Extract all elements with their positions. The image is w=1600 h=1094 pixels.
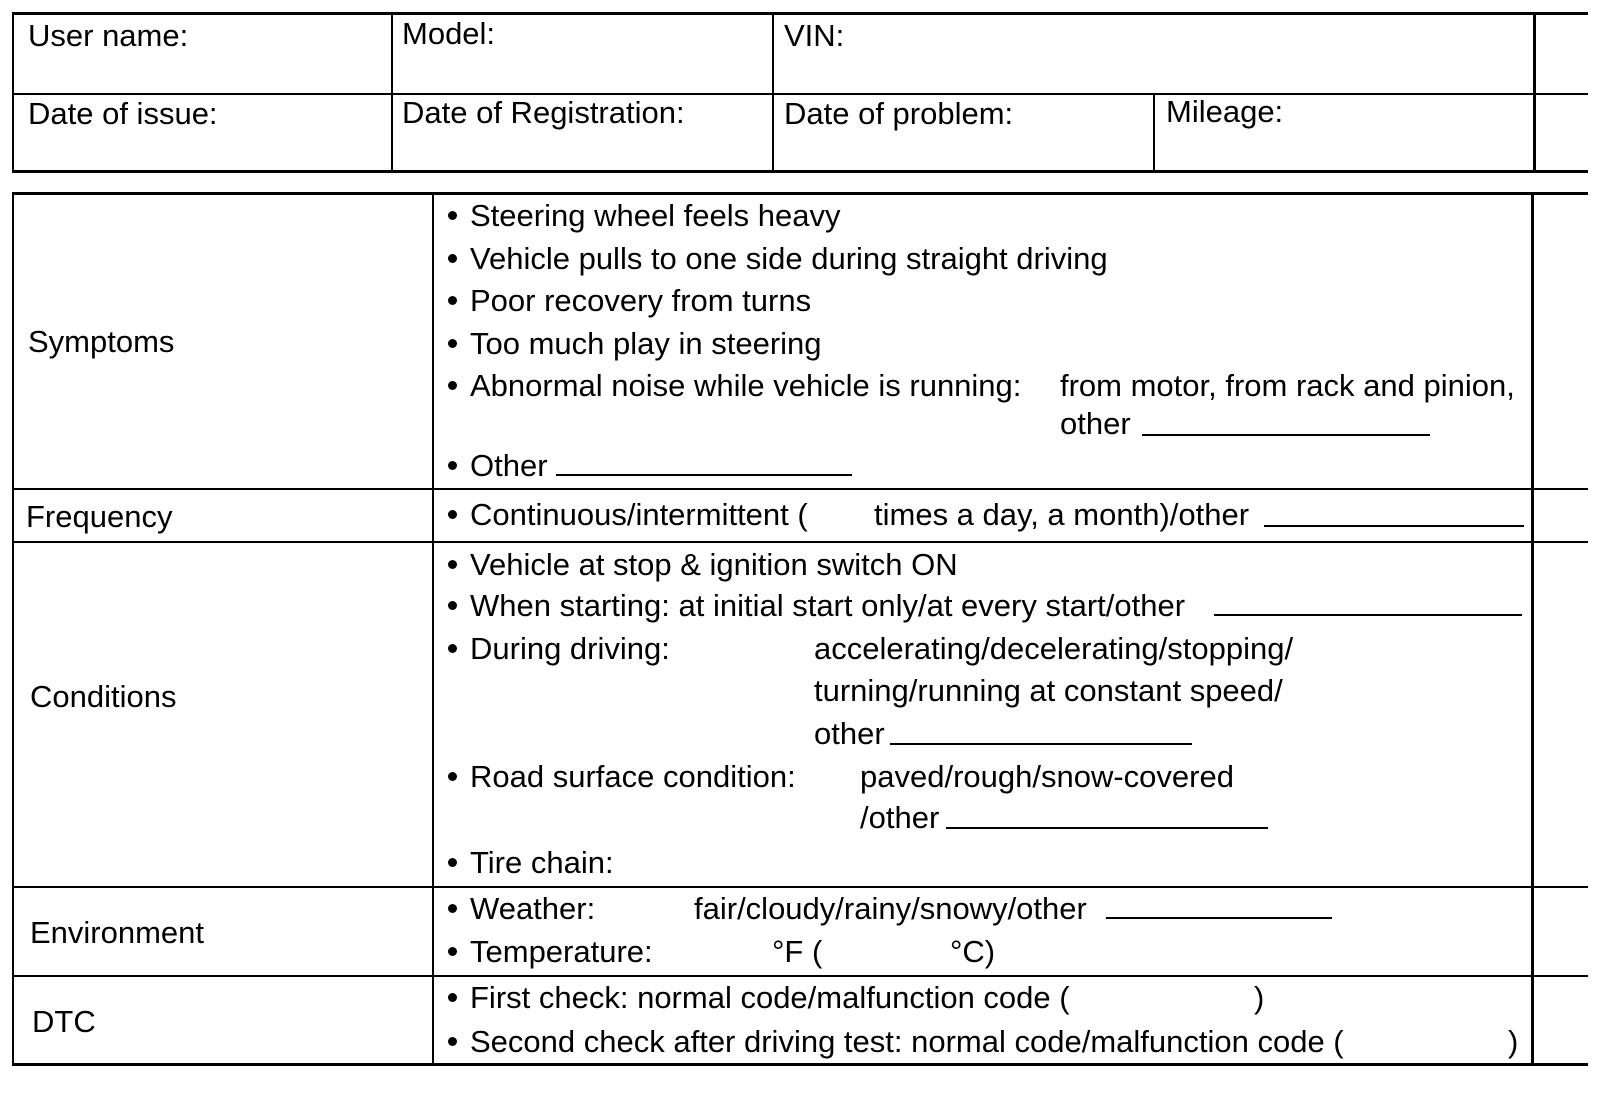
temperature-fahrenheit[interactable]: °F ( bbox=[772, 934, 823, 969]
symptom-option[interactable]: Vehicle pulls to one side during straight driving bbox=[470, 241, 1108, 276]
bullet-icon bbox=[448, 560, 457, 569]
bullet-icon bbox=[448, 339, 457, 348]
driving-other-label: other bbox=[814, 716, 885, 751]
user-name-label[interactable]: User name: bbox=[28, 18, 189, 53]
conditions-label: Conditions bbox=[30, 679, 177, 714]
dtc-label: DTC bbox=[32, 1004, 96, 1039]
frequency-label: Frequency bbox=[26, 499, 173, 534]
bullet-icon bbox=[448, 510, 457, 519]
bullet-icon bbox=[448, 211, 457, 220]
symptom-option[interactable]: Steering wheel feels heavy bbox=[470, 198, 841, 233]
dtc-second-close: ) bbox=[1508, 1024, 1519, 1059]
road-other-label: /other bbox=[860, 800, 940, 835]
date-of-registration-label[interactable]: Date of Registration: bbox=[402, 95, 685, 130]
driving-other-blank[interactable] bbox=[890, 743, 1192, 745]
weather-other-blank[interactable] bbox=[1106, 917, 1332, 919]
symptom-option[interactable]: Abnormal noise while vehicle is running: bbox=[470, 368, 1022, 403]
bullet-icon bbox=[448, 644, 457, 653]
road-other-blank[interactable] bbox=[946, 827, 1268, 829]
bullet-icon bbox=[448, 1037, 457, 1046]
temperature-celsius[interactable]: °C) bbox=[950, 934, 996, 969]
during-driving-label: During driving: bbox=[470, 631, 670, 666]
noise-source-options[interactable]: from motor, from rack and pinion, bbox=[1060, 368, 1515, 403]
bullet-icon bbox=[448, 381, 457, 390]
weather-options[interactable]: fair/cloudy/rainy/snowy/other bbox=[694, 891, 1087, 926]
vin-label[interactable]: VIN: bbox=[784, 18, 845, 53]
temperature-label: Temperature: bbox=[470, 934, 653, 969]
environment-label: Environment bbox=[30, 915, 205, 950]
condition-option[interactable]: Vehicle at stop & ignition switch ON bbox=[470, 547, 958, 582]
road-surface-options[interactable]: paved/rough/snow-covered bbox=[860, 759, 1234, 794]
weather-label: Weather: bbox=[470, 891, 596, 926]
dtc-first-close: ) bbox=[1254, 980, 1265, 1015]
bullet-icon bbox=[448, 947, 457, 956]
bullet-icon bbox=[448, 461, 457, 470]
symptom-option[interactable]: Too much play in steering bbox=[470, 326, 822, 361]
symptoms-label: Symptoms bbox=[28, 324, 175, 359]
condition-option[interactable]: When starting: at initial start only/at every start/other bbox=[470, 588, 1186, 623]
symptom-other-blank[interactable] bbox=[556, 474, 852, 476]
starting-other-blank[interactable] bbox=[1214, 614, 1522, 616]
date-of-problem-label[interactable]: Date of problem: bbox=[784, 96, 1014, 131]
frequency-times[interactable]: times a day, a month)/other bbox=[874, 497, 1250, 532]
tire-chain-label[interactable]: Tire chain: bbox=[470, 845, 614, 880]
driving-option[interactable]: turning/running at constant speed/ bbox=[814, 673, 1283, 708]
bullet-icon bbox=[448, 296, 457, 305]
road-surface-label: Road surface condition: bbox=[470, 759, 796, 794]
bullet-icon bbox=[448, 858, 457, 867]
bullet-icon bbox=[448, 904, 457, 913]
frequency-other-blank[interactable] bbox=[1264, 525, 1524, 527]
frequency-option[interactable]: Continuous/intermittent ( bbox=[470, 497, 808, 532]
dtc-first-check[interactable]: First check: normal code/malfunction code ( bbox=[470, 980, 1070, 1015]
noise-other-label: other bbox=[1060, 406, 1131, 441]
bullet-icon bbox=[448, 601, 457, 610]
noise-other-blank[interactable] bbox=[1142, 434, 1430, 436]
dtc-second-check[interactable]: Second check after driving test: normal code/malfunction code ( bbox=[470, 1024, 1344, 1059]
symptom-other-label: Other bbox=[470, 448, 548, 483]
model-label[interactable]: Model: bbox=[402, 16, 496, 51]
mileage-label[interactable]: Mileage: bbox=[1166, 94, 1284, 129]
bullet-icon bbox=[448, 254, 457, 263]
bullet-icon bbox=[448, 993, 457, 1002]
symptom-option[interactable]: Poor recovery from turns bbox=[470, 283, 812, 318]
date-of-issue-label[interactable]: Date of issue: bbox=[28, 96, 218, 131]
driving-option[interactable]: accelerating/decelerating/stopping/ bbox=[814, 631, 1294, 666]
bullet-icon bbox=[448, 772, 457, 781]
